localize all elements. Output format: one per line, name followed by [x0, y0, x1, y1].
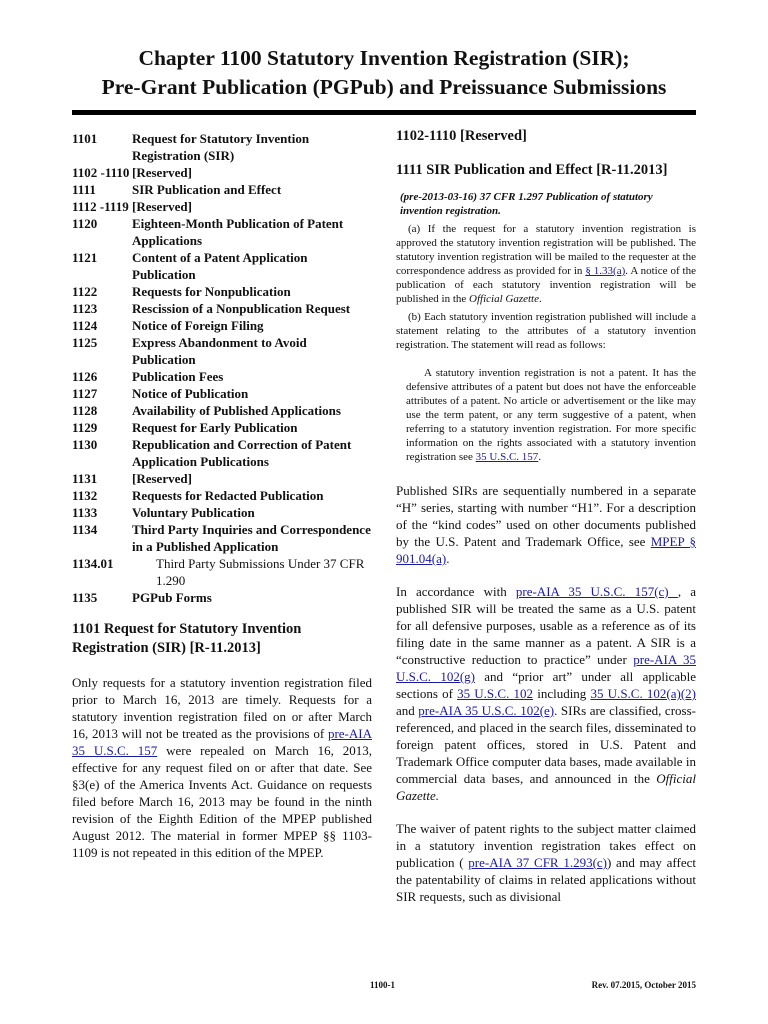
cfr-1-33a-link[interactable]: § 1.33(a) — [585, 265, 626, 277]
toc-entry[interactable] — [72, 555, 372, 589]
toc-entry-number: 1101 — [72, 131, 98, 146]
toc-entry[interactable] — [72, 436, 372, 470]
left-column — [72, 130, 372, 861]
toc-entry[interactable] — [72, 521, 372, 555]
toc-entry[interactable] — [72, 249, 372, 283]
pre-aia-35-usc-157-link[interactable]: pre-AIA 35 U.S.C. 157 — [72, 726, 372, 758]
toc-entry-title: Third Party Submissions Under 37 CFR 1.290 — [156, 556, 365, 588]
toc-entry-title: [Reserved] — [132, 199, 192, 214]
toc-entry-title: Content of a Patent Application Publication — [132, 250, 308, 282]
toc-entry-title: [Reserved] — [132, 165, 192, 180]
toc-entry-number: 1112 -1119 — [72, 199, 129, 214]
toc-entry[interactable] — [72, 181, 372, 198]
toc-entry[interactable] — [72, 589, 372, 606]
toc-entry-number: 1132 — [72, 488, 98, 503]
toc-entry[interactable] — [72, 317, 372, 334]
toc-entry-title: [Reserved] — [132, 471, 192, 486]
toc-entry-number: 1134.01 — [72, 556, 114, 571]
toc-entry-number: 1133 — [72, 505, 98, 520]
toc-entry-number: 1124 — [72, 318, 98, 333]
toc-entry-number: 1126 — [72, 369, 98, 384]
toc-entry[interactable] — [72, 283, 372, 300]
pre-aia-37-cfr-1-293c-link[interactable]: pre-AIA 37 CFR 1.293(c) — [468, 855, 607, 870]
toc-entry-title: Notice of Foreign Filing — [132, 318, 264, 333]
section-1111-paragraph-2: Published SIRs are sequentially numbered in a separate “H” series, starting with number “H1”. For a description of the “kind codes” used on other documents published by the U.S. Patent and Trademark Office, see MPEP § 901.04(a). — [396, 483, 697, 566]
toc-entry-title: Notice of Publication — [132, 386, 249, 401]
toc-entry[interactable] — [72, 470, 372, 487]
toc-entry[interactable] — [72, 215, 372, 249]
toc-entry-number: 1131 — [72, 471, 98, 486]
toc-entry-number: 1134 — [72, 522, 98, 537]
toc-entry-number: 1128 — [72, 403, 98, 418]
pre-aia-35-usc-157c-link[interactable]: pre-AIA 35 U.S.C. 157(c) — [515, 584, 678, 599]
chapter-title-line2: Pre-Grant Publication (PGPub) and Preissuance Submissions — [101, 75, 667, 99]
toc-entry-title: Requests for Nonpublication — [132, 284, 291, 299]
toc-entry-number: 1127 — [72, 386, 98, 401]
toc-entry-number: 1135 — [72, 590, 98, 605]
table-of-contents — [72, 130, 372, 606]
revision-label: Rev. 07.2015, October 2015 — [591, 980, 696, 990]
reserved-heading: 1102-1110 [Reserved] — [396, 128, 527, 144]
toc-entry-title: Express Abandonment to Avoid Publication — [132, 335, 307, 367]
regulation-paragraph-a: (a) If the request for a statutory invention registration is approved the statutory invention registration will be published. The statutory invention registration will be mailed to the requester at the correspondence address as provided for in § 1.33(a). A notice of the publication of each statutory invention registration will be published in the Official Gazette. — [396, 223, 696, 305]
35-usc-102-link[interactable]: 35 U.S.C. 102 — [457, 686, 534, 701]
chapter-title-line1: Chapter 1100 Statutory Invention Registration (SIR); — [138, 46, 630, 70]
toc-entry-title: Publication Fees — [132, 369, 224, 384]
toc-entry-title: Request for Statutory Invention Registration (SIR) — [132, 131, 310, 163]
section-1101-heading: 1101 Request for Statutory Invention Registration (SIR) [R-11.2013] — [72, 621, 302, 656]
regulation-heading: (pre-2013-03-16) 37 CFR 1.297 Publication of statutory invention registration. — [400, 191, 653, 217]
toc-entry-number: 1121 — [72, 250, 98, 265]
toc-entry-number: 1123 — [72, 301, 98, 316]
35-usc-157-link[interactable]: 35 U.S.C. 157 — [475, 451, 539, 463]
section-1111-heading: 1111 SIR Publication and Effect [R-11.2013] — [396, 162, 668, 178]
section-1111-paragraph-4: The waiver of patent rights to the subject matter claimed in a statutory invention registration takes effect on publication ( pre-AIA 37 CFR 1.293(c)) and may affect the patentability of claims in related applications without SIR requests, such as divisional — [396, 821, 696, 904]
toc-entry-title: Requests for Redacted Publication — [132, 488, 324, 503]
toc-entry[interactable] — [72, 385, 372, 402]
toc-entry-title: Republication and Correction of Patent Application Publications — [132, 437, 352, 469]
sir-statement-quote: A statutory invention registration is not a patent. It has the defensive attributes of a patent but does not have the enforceable attributes of a patent. No article or advertisement or the like may use the term patent, or any term suggestive of a patent, when referring to a statutory invention registration. For more specific information on the rights associated with a statutory invention registration see 35 U.S.C. 157. — [406, 367, 696, 463]
regulation-paragraph-b: (b) Each statutory invention registration published will include a statement relating to the attributes of a statutory invention registration. The statement will read as follows: — [396, 311, 696, 351]
toc-entry-number: 1130 — [72, 437, 98, 452]
toc-entry-title: Availability of Published Applications — [132, 403, 341, 418]
toc-entry[interactable] — [72, 504, 372, 521]
toc-entry-title: Rescission of a Nonpublication Request — [132, 301, 351, 316]
mpep-901-04a-link[interactable]: MPEP § 901.04(a) — [396, 534, 697, 566]
toc-entry[interactable] — [72, 487, 372, 504]
section-1101-paragraph: Only requests for a statutory invention registration filed prior to March 16, 2013 are timely. Requests for a statutory invention registration filed on or after March 16, 2013 will not be treated as the provisions of pre-AIA 35 U.S.C. 157 were repealed on March 16, 2013, effective for any request filed on or after that date. See §3(e) of the America Invents Act. Guidance on requests filed before March 16, 2013 may be found in the ninth revision of the Eighth Edition of the MPEP published August 2012. The material in former MPEP §§ 1103-1109 is not repeated in this edition of the MPEP. — [72, 675, 372, 860]
toc-entry-title: Third Party Inquiries and Correspondence in a Published Application — [132, 522, 371, 554]
toc-entry-title: PGPub Forms — [132, 590, 212, 605]
toc-entry-number: 1120 — [72, 216, 98, 231]
toc-entry[interactable] — [72, 300, 372, 317]
page-number: 1100-1 — [370, 980, 396, 990]
pre-aia-35-usc-102e-link[interactable]: pre-AIA 35 U.S.C. 102(e) — [418, 703, 555, 718]
toc-entry[interactable] — [72, 198, 372, 215]
toc-entry-number: 1129 — [72, 420, 98, 435]
toc-entry[interactable] — [72, 402, 372, 419]
toc-entry-number: 1111 — [72, 182, 96, 197]
toc-entry-title: Voluntary Publication — [132, 505, 255, 520]
toc-entry[interactable] — [72, 419, 372, 436]
right-column — [396, 127, 696, 905]
35-usc-102a2-link[interactable]: 35 U.S.C. 102(a)(2) — [590, 686, 696, 701]
toc-entry-number: 1102 -1110 — [72, 165, 130, 180]
chapter-title — [40, 44, 728, 102]
toc-entry[interactable] — [72, 334, 372, 368]
toc-entry[interactable] — [72, 164, 372, 181]
toc-entry[interactable] — [72, 130, 372, 164]
toc-entry-title: Eighteen-Month Publication of Patent Applications — [132, 216, 344, 248]
toc-entry-title: Request for Early Publication — [132, 420, 298, 435]
toc-entry-title: SIR Publication and Effect — [132, 182, 282, 197]
pre-aia-35-usc-102g-link[interactable]: pre-AIA 35 U.S.C. 102(g) — [396, 652, 696, 684]
toc-entry[interactable] — [72, 368, 372, 385]
toc-entry-number: 1125 — [72, 335, 98, 350]
toc-entry-number: 1122 — [72, 284, 98, 299]
section-1111-paragraph-3: In accordance with pre-AIA 35 U.S.C. 157(c) , a published SIR will be treated the same as a U.S. patent for all defensive purposes, usable as a reference as of its filing date in the same manner as a patent. A SIR is a “constructive reduction to practice” under pre-AIA 35 U.S.C. 102(g) and “prior art” under all applicable sections of 35 U.S.C. 102 including 35 U.S.C. 102(a)(2) and pre-AIA 35 U.S.C. 102(e). SIRs are classified, cross-referenced, and placed in the search files, disseminated to foreign patent offices, stored in U.S. Patent and Trademark Office computer data bases, made available in commercial data bases, and announced in the Official Gazette. — [396, 584, 696, 803]
title-rule — [72, 110, 696, 115]
